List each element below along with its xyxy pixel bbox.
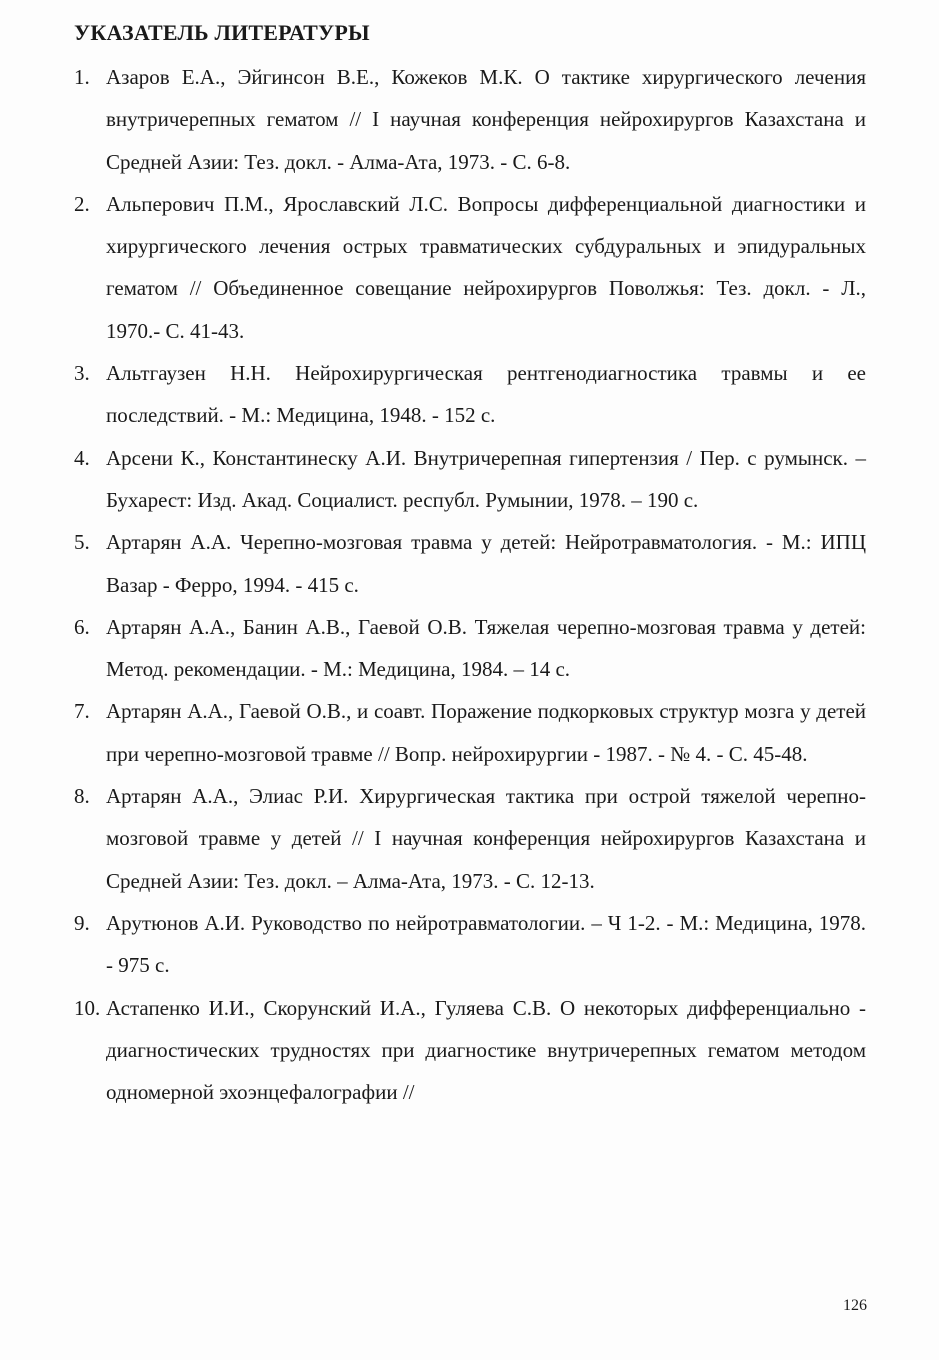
reference-item-9 [74,902,866,987]
page-title: УКАЗАТЕЛЬ ЛИТЕРАТУРЫ [74,20,370,45]
reference-text: Альперович П.М., Ярославский Л.С. Вопросы дифференциальной диагностики и хирургического лечения острых травматических субдуральных и эпидуральных гематом // Объединенное совещание нейрохирургов Поволжья: Тез. докл. - Л., 1970.- С. 41-43. [106,191,866,343]
reference-number: 5. [74,530,90,555]
reference-number: 9. [74,910,90,935]
reference-number: 4. [74,445,90,470]
reference-number: 8. [74,784,90,809]
reference-item-4 [74,437,866,522]
reference-number: 10. [74,995,101,1020]
reference-list [74,56,866,1113]
reference-item-3 [74,352,866,437]
reference-number: 7. [74,699,90,724]
reference-number: 2. [74,191,90,216]
reference-number: 1. [74,65,90,89]
reference-item-8 [74,775,866,902]
page-number: 126 [843,1297,867,1314]
reference-text: Артарян А.А., Элиас Р.И. Хирургическая тактика при острой тяжелой черепно-мозговой травме у детей // I научная конференция нейрохирургов Казахстана и Средней Азии: Тез. докл. – Алма-Ата, 1973. - С. 12-13. [106,784,866,893]
reference-item-5 [74,521,866,606]
reference-text: Азаров Е.А., Эйгинсон В.Е., Кожеков М.К. О тактике хирургического лечения внутричерепных гематом // I научная конференция нейрохирургов Казахстана и Средней Азии: Тез. докл. - Алма-Ата, 1973. - С. 6-8. [106,65,866,174]
reference-text: Артарян А.А. Черепно-мозговая травма у детей: Нейротравматология. - М.: ИПЦ Вазар - Ферро, 1994. - 415 с. [106,530,866,597]
reference-item-1 [74,56,866,183]
reference-item-7 [74,690,866,775]
reference-number: 3. [74,361,90,386]
reference-text: Арсени К., Константинеску А.И. Внутричерепная гипертензия / Пер. с румынск. – Бухарест: Изд. Акад. Социалист. республ. Румынии, 1978. – 190 с. [106,445,866,512]
reference-text: Артарян А.А., Банин А.В., Гаевой О.В. Тяжелая черепно-мозговая травма у детей: Метод. рекомендации. - М.: Медицина, 1984. – 14 с. [106,614,866,682]
reference-text: Артарян А.А., Гаевой О.В., и соавт. Поражение подкорковых структур мозга у детей при черепно-мозговой травме // Вопр. нейрохирургии - 1987. - № 4. - С. 45-48. [106,699,866,766]
reference-text: Астапенко И.И., Скорунский И.А., Гуляева С.В. О некоторых дифференциально - диагностических трудностях при диагностике внутричерепных гематом методом одномерной эхоэнцефалографии // [106,995,866,1105]
reference-text: Альтгаузен Н.Н. Нейрохирургическая рентгенодиагностика травмы и ее последствий. - М.: Медицина, 1948. - 152 с. [106,361,866,428]
reference-item-6 [74,606,866,691]
reference-item-2 [74,183,866,352]
reference-text: Арутюнов А.И. Руководство по нейротравматологии. – Ч 1-2. - М.: Медицина, 1978. - 975 с. [106,910,866,978]
reference-item-10 [74,987,866,1114]
reference-number: 6. [74,614,90,639]
